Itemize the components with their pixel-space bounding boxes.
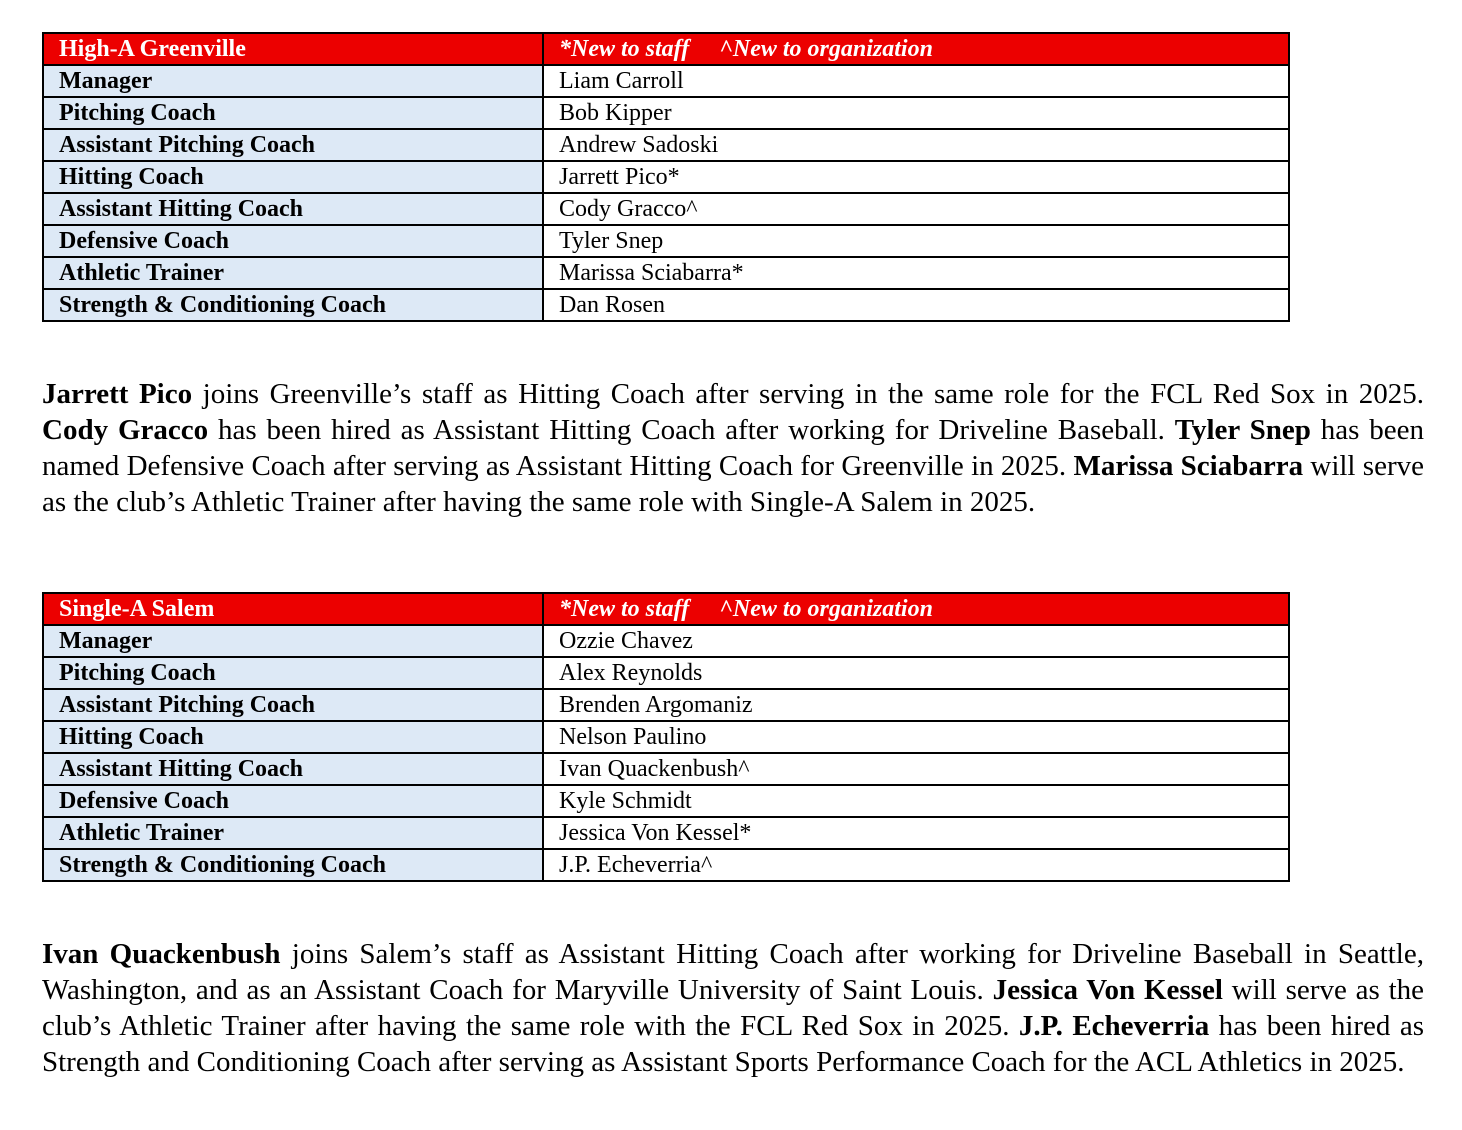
table-row <box>43 625 1289 657</box>
table-row <box>43 721 1289 753</box>
name-cell: Jessica Von Kessel* <box>543 817 1289 849</box>
staff-name: Ivan Quackenbush <box>42 938 281 970</box>
role-cell: Strength & Conditioning Coach <box>43 289 543 321</box>
table-row <box>43 849 1289 881</box>
table-row <box>43 97 1289 129</box>
role-cell: Athletic Trainer <box>43 257 543 289</box>
name-cell: Andrew Sadoski <box>543 129 1289 161</box>
table-header-row <box>43 593 1289 625</box>
table-row <box>43 65 1289 97</box>
table-row <box>43 753 1289 785</box>
staff-name: J.P. Echeverria <box>1018 1010 1210 1042</box>
role-cell: Hitting Coach <box>43 161 543 193</box>
name-cell: Alex Reynolds <box>543 657 1289 689</box>
legend <box>543 593 1289 625</box>
table-row <box>43 193 1289 225</box>
table-row <box>43 161 1289 193</box>
name-cell: Brenden Argomaniz <box>543 689 1289 721</box>
greenville-paragraph <box>42 376 1424 520</box>
staff-name: Jessica Von Kessel <box>992 974 1223 1006</box>
paragraph-text: will serve as the club’s Athletic Trainer after having the same role with the FCL Red Sox in 2025. <box>42 974 1425 1042</box>
role-cell: Pitching Coach <box>43 657 543 689</box>
table-row <box>43 689 1289 721</box>
name-cell: Ozzie Chavez <box>543 625 1289 657</box>
role-cell: Assistant Hitting Coach <box>43 193 543 225</box>
legend-new-organization: ^New to organization <box>719 36 933 62</box>
name-cell: Kyle Schmidt <box>543 785 1289 817</box>
legend-new-organization: ^New to organization <box>719 596 933 622</box>
salem-paragraph <box>42 936 1424 1080</box>
paragraph-text: joins Greenville’s staff as Hitting Coach after serving in the same role for the FCL Red Sox in 2025. <box>192 378 1424 410</box>
greenville-staff-table <box>42 32 1290 322</box>
table-row <box>43 657 1289 689</box>
legend-new-staff: *New to staff <box>559 36 690 62</box>
team-title: Single-A Salem <box>43 593 543 625</box>
role-cell: Pitching Coach <box>43 97 543 129</box>
staff-name: Marissa Sciabarra <box>1073 450 1304 482</box>
role-cell: Manager <box>43 625 543 657</box>
role-cell: Assistant Pitching Coach <box>43 689 543 721</box>
staff-name: Cody Gracco <box>42 414 209 446</box>
name-cell: J.P. Echeverria^ <box>543 849 1289 881</box>
name-cell: Cody Gracco^ <box>543 193 1289 225</box>
role-cell: Hitting Coach <box>43 721 543 753</box>
legend <box>543 33 1289 65</box>
table-row <box>43 257 1289 289</box>
paragraph-text: has been hired as Strength and Conditioning Coach after serving as Assistant Sports Performance Coach for the ACL Athletics in 2025. <box>42 1010 1424 1078</box>
name-cell: Tyler Snep <box>543 225 1289 257</box>
paragraph-text: has been named Defensive Coach after serving as Assistant Hitting Coach for Greenville in 2025. <box>42 414 1424 482</box>
name-cell: Marissa Sciabarra* <box>543 257 1289 289</box>
role-cell: Athletic Trainer <box>43 817 543 849</box>
role-cell: Assistant Pitching Coach <box>43 129 543 161</box>
name-cell: Dan Rosen <box>543 289 1289 321</box>
legend-new-staff: *New to staff <box>559 596 690 622</box>
role-cell: Assistant Hitting Coach <box>43 753 543 785</box>
name-cell: Liam Carroll <box>543 65 1289 97</box>
name-cell: Nelson Paulino <box>543 721 1289 753</box>
name-cell: Jarrett Pico* <box>543 161 1289 193</box>
table-row <box>43 129 1289 161</box>
paragraph-text: joins Salem’s staff as Assistant Hitting Coach after working for Driveline Baseball in Seattle, Washington, and as an Assistant Coach for Maryville University of Saint Louis. <box>42 938 1424 1006</box>
salem-staff-table <box>42 592 1290 882</box>
table-row <box>43 817 1289 849</box>
role-cell: Strength & Conditioning Coach <box>43 849 543 881</box>
name-cell: Bob Kipper <box>543 97 1289 129</box>
paragraph-text: will serve as the club’s Athletic Trainer after having the same role with Single-A Salem in 2025. <box>42 450 1424 518</box>
role-cell: Manager <box>43 65 543 97</box>
table-row <box>43 785 1289 817</box>
role-cell: Defensive Coach <box>43 785 543 817</box>
staff-name: Jarrett Pico <box>42 378 193 410</box>
role-cell: Defensive Coach <box>43 225 543 257</box>
table-row <box>43 289 1289 321</box>
table-header-row <box>43 33 1289 65</box>
table-row <box>43 225 1289 257</box>
paragraph-text: has been hired as Assistant Hitting Coach after working for Driveline Baseball. <box>208 414 1175 446</box>
team-title: High-A Greenville <box>43 33 543 65</box>
staff-name: Tyler Snep <box>1174 414 1311 446</box>
name-cell: Ivan Quackenbush^ <box>543 753 1289 785</box>
